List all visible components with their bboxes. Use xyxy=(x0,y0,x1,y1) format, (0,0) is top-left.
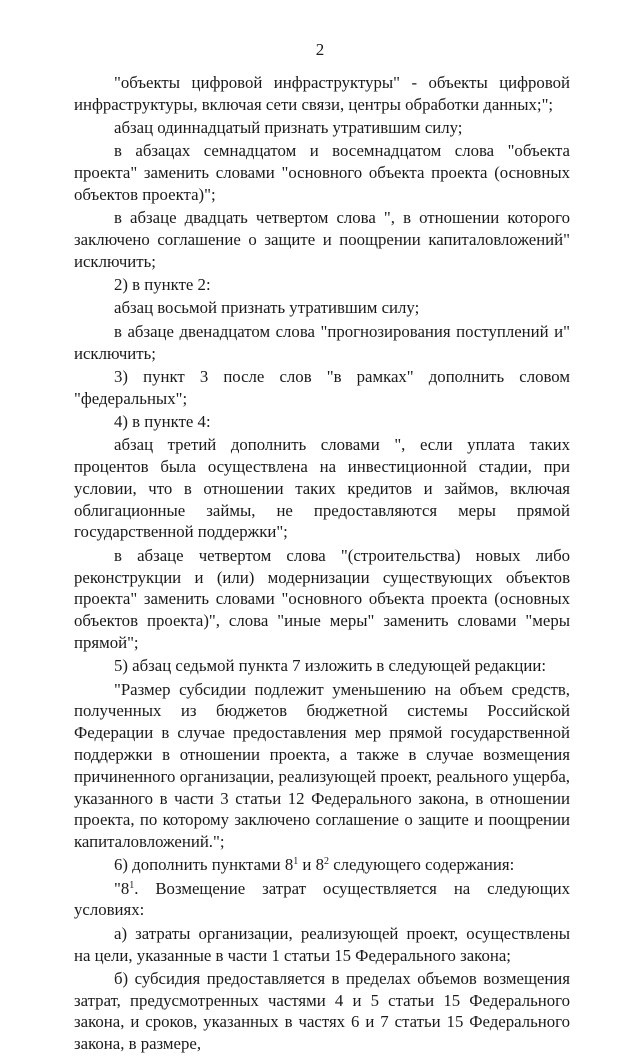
paragraph-item-6 xyxy=(74,854,570,876)
item-6-after: следующего содержания: xyxy=(329,855,515,875)
paragraph-item-4: 4) в пункте 4: xyxy=(114,411,211,431)
paragraph-fourth-replace: в абзаце четвертом слова "(строительства) новых либо реконструкции и (или) модернизации существующих объектов проекта" заменить словами "основного объекта проекта (основных объектов проекта)", слова "иные меры" заменить словами "меры прямой"; xyxy=(74,545,570,652)
item-8-1-sup: 1 xyxy=(129,879,135,891)
paragraph-condition-a: а) затраты организации, реализующей проект, осуществлены на цели, указанные в части 1 статьи 15 Федерального закона; xyxy=(74,923,570,965)
paragraph-item-2: 2) в пункте 2: xyxy=(114,275,211,295)
item-6-sup-1: 1 xyxy=(293,856,299,868)
item-6-sup-2: 2 xyxy=(324,856,329,868)
paragraph-eighth-invalid: абзац восьмой признать утратившим силу; xyxy=(114,298,420,318)
document-body xyxy=(74,72,570,1057)
paragraph-subsidy-size: "Размер субсидии подлежит уменьшению на объем средств, полученных из бюджетов бюджетной системы Российской Федерации в случае предоставления мер прямой государственной поддержки в отношении проекта, а также в случае возмещения причиненного организации, реализующей проект, реального ущерба, указанного в части 3 статьи 12 Федерального закона, в отношении проекта, по которому заключено соглашение о защите и поощрении капиталовложений."; xyxy=(74,679,570,852)
paragraph-24-exclude: в абзаце двадцать четвертом слова ", в отношении которого заключено соглашение о защите и поощрении капиталовложений" исключить; xyxy=(74,208,570,271)
paragraph-eleventh-invalid: абзац одиннадцатый признать утратившим силу; xyxy=(114,118,463,138)
paragraph-third-supplement: абзац третий дополнить словами ", если уплата таких процентов была осуществлена на инвестиционной стадии, при условии, что в отношении таких кредитов и займов, включая облигационные займы, не предоставляются меры прямой государственной поддержки"; xyxy=(74,435,570,542)
item-8-1-before: "8 xyxy=(114,878,130,898)
paragraph-digital-infrastructure: "объекты цифровой инфраструктуры" - объекты цифровой инфраструктуры, включая сети связи, центры обработки данных;"; xyxy=(74,73,570,114)
paragraph-8-1-conditions xyxy=(74,878,570,922)
page-number: 2 xyxy=(315,40,325,59)
item-6-before: 6) дополнить пунктами 8 xyxy=(114,855,294,875)
paragraph-17-18-replace: в абзацах семнадцатом и восемнадцатом слова "объекта проекта" заменить словами "основного объекта проекта (основных объектов проекта)"; xyxy=(74,141,570,204)
paragraph-twelfth-exclude: в абзаце двенадцатом слова "прогнозирования поступлений и" исключить; xyxy=(74,321,570,363)
paragraph-item-3: 3) пункт 3 после слов "в рамках" дополнить словом "федеральных"; xyxy=(74,366,570,408)
item-8-1-after: . Возмещение затрат осуществляется на следующих условиях: xyxy=(74,878,570,920)
paragraph-condition-b: б) субсидия предоставляется в пределах объемов возмещения затрат, предусмотренных частями 4 и 5 статьи 15 Федерального закона, и сроков, указанных в частях 6 и 7 статьи 15 Федерального закона, в размере, xyxy=(74,968,570,1054)
item-6-mid: и 8 xyxy=(298,855,324,875)
paragraph-item-5: 5) абзац седьмой пункта 7 изложить в следующей редакции: xyxy=(114,656,546,676)
